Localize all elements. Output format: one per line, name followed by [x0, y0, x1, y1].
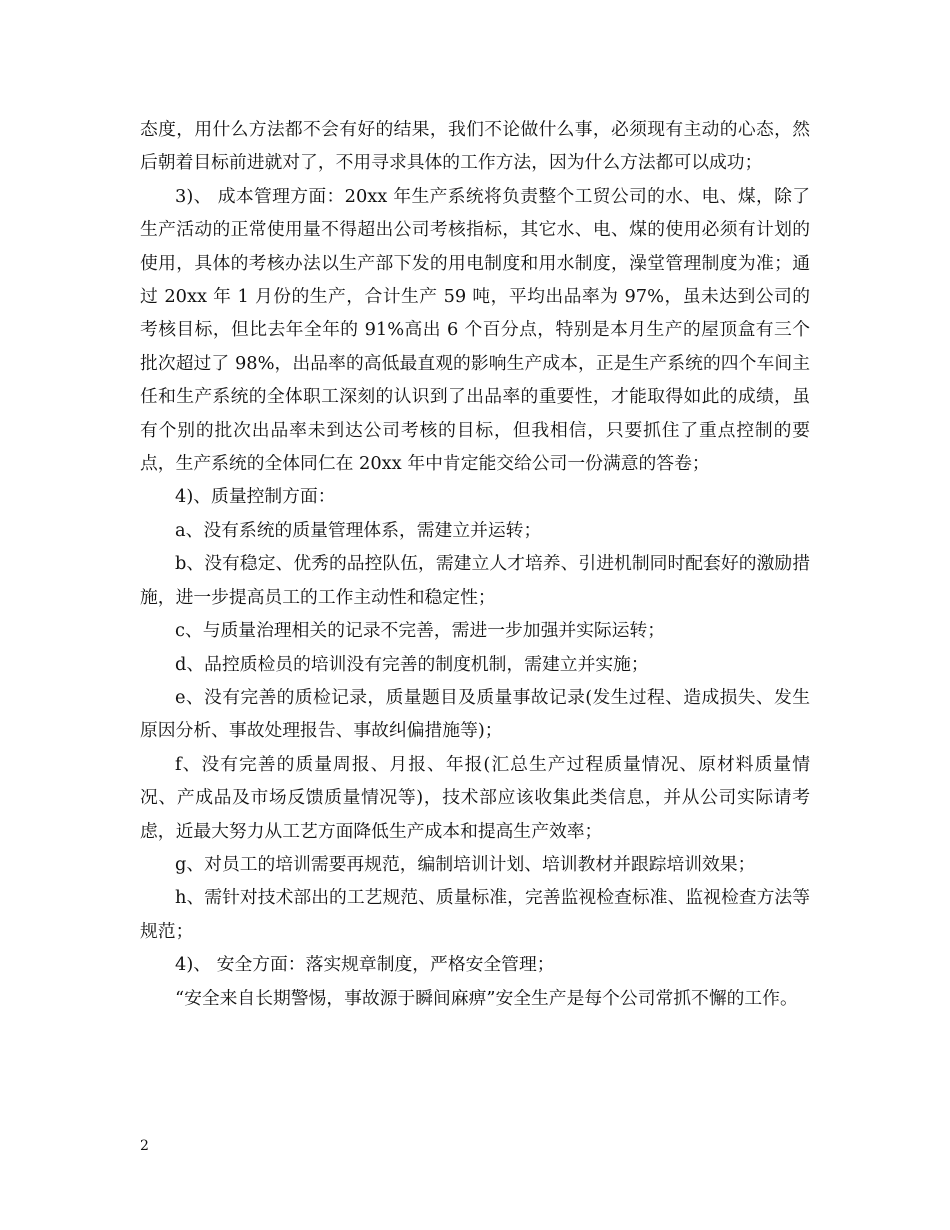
body-text	[140, 113, 810, 1015]
paragraph-safety-quote: “安全来自长期警惕，事故源于瞬间麻痹”安全生产是每个公司常抓不懈的工作。	[175, 987, 798, 1009]
list-item-d: d、品控质检员的培训没有完善的制度机制，需建立并实施；	[175, 653, 649, 675]
paragraph-quality-control-heading: 4)、质量控制方面：	[175, 486, 336, 508]
list-item-b: b、没有稳定、优秀的品控队伍，需建立人才培养、引进机制同时配套好的激励措施，进一步提高员工的工作主动性和稳定性；	[140, 553, 810, 608]
paragraph-cost-management: 3)、 成本管理方面：20xx 年生产系统将负责整个工贸公司的水、电、煤，除了生产活动的正常使用量不得超出公司考核指标，其它水、电、煤的使用必须有计划的使用，具体的考核办法以生产部下发的用电制度和用水制度，澡堂管理制度为准；通过 20xx 年 1 月份的生产，合计生产 59 吨，平均出品率为 97%，虽未达到公司的考核目标，但比去年全年的 91%高出 6 个百分点，特别是本月生产的屋顶盒有三个批次超过了 98%，出品率的高低最直观的影响生产成本，正是生产系统的四个车间主任和生产系统的全体职工深刻的认识到了出品率的重要性，才能取得如此的成绩，虽有个别的批次出品率未到达公司考核的目标，但我相信，只要抓住了重点控制的要点，生产系统的全体同仁在 20xx 年中肯定能交给公司一份满意的答卷；	[140, 185, 810, 475]
list-item-c: c、与质量治理相关的记录不完善，需进一步加强并实际运转；	[175, 620, 666, 642]
page-number: 2	[140, 1138, 149, 1154]
paragraph-safety-heading: 4)、 安全方面：落实规章制度，严格安全管理；	[175, 954, 555, 976]
list-item-f: f、没有完善的质量周报、月报、年报(汇总生产过程质量情况、原材料质量情况、产成品及市场反馈质量情况等)，技术部应该收集此类信息，并从公司实际请考虑，近最大努力从工艺方面降低生产成本和提高生产效率；	[140, 753, 810, 842]
list-item-g: g、对员工的培训需要再规范，编制培训计划、培训教材并跟踪培训效果；	[175, 853, 756, 875]
list-item-a: a、没有系统的质量管理体系，需建立并运转；	[175, 519, 542, 541]
list-item-e: e、没有完善的质检记录，质量题目及质量事故记录(发生过程、造成损失、发生原因分析、事故处理报告、事故纠偏措施等)；	[140, 686, 810, 742]
paragraph-attitude-conclusion: 态度，用什么方法都不会有好的结果，我们不论做什么事，必须现有主动的心态，然后朝着目标前进就对了，不用寻求具体的工作方法，因为什么方法都可以成功；	[140, 119, 810, 174]
list-item-h: h、需针对技术部出的工艺规范、质量标准，完善监视检查标准、监视检查方法等规范；	[140, 887, 810, 942]
